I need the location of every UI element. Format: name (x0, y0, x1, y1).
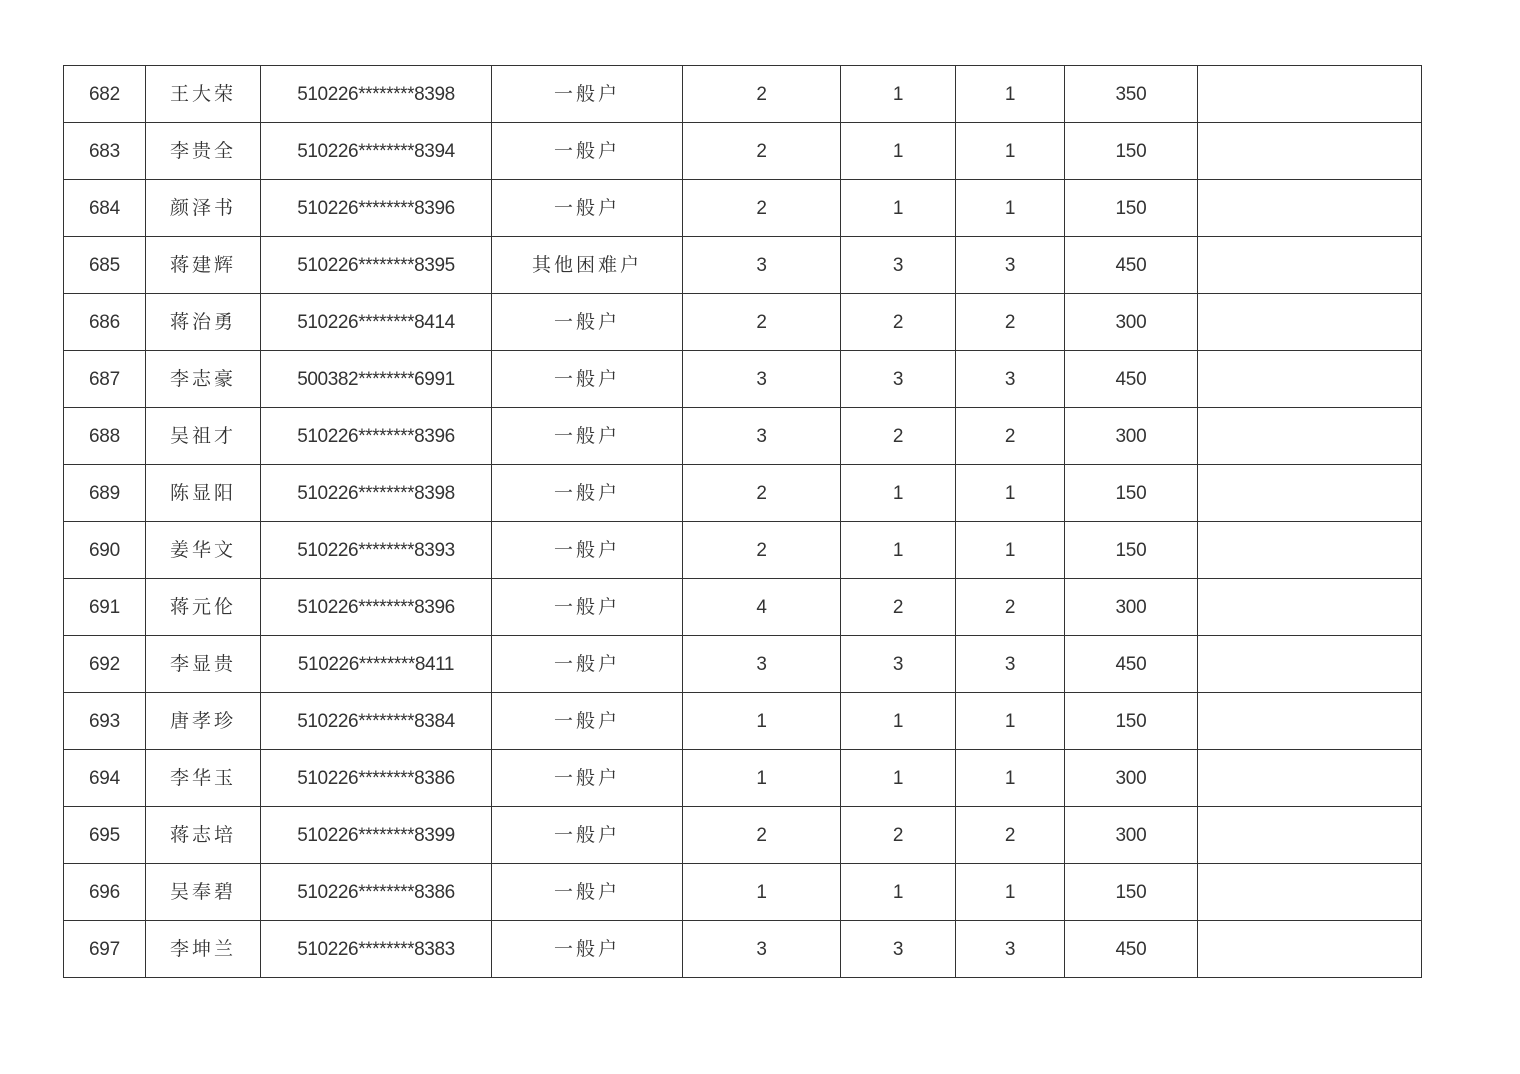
amount-cell: 150 (1065, 693, 1198, 750)
household-type-cell: 一般户 (492, 465, 683, 522)
table-row (64, 750, 1422, 807)
remarks-cell (1198, 807, 1422, 864)
table-row (64, 66, 1422, 123)
household-size-cell: 3 (683, 408, 841, 465)
household-size-cell: 2 (683, 180, 841, 237)
amount-cell: 150 (1065, 522, 1198, 579)
count-b-cell: 1 (956, 693, 1065, 750)
household-size-cell: 3 (683, 636, 841, 693)
table-row (64, 408, 1422, 465)
household-type-cell: 一般户 (492, 807, 683, 864)
table-row (64, 351, 1422, 408)
count-b-cell: 1 (956, 465, 1065, 522)
household-type-cell: 一般户 (492, 294, 683, 351)
id-number-cell: 510226********8399 (261, 807, 492, 864)
count-b-cell: 2 (956, 807, 1065, 864)
remarks-cell (1198, 123, 1422, 180)
count-b-cell: 2 (956, 294, 1065, 351)
name-cell: 李坤兰 (146, 921, 261, 978)
table-row (64, 693, 1422, 750)
count-b-cell: 2 (956, 579, 1065, 636)
amount-cell: 300 (1065, 408, 1198, 465)
name-cell: 唐孝珍 (146, 693, 261, 750)
count-a-cell: 2 (841, 408, 956, 465)
household-type-cell: 一般户 (492, 180, 683, 237)
amount-cell: 150 (1065, 465, 1198, 522)
serial-number-cell: 689 (64, 465, 146, 522)
household-type-cell: 一般户 (492, 408, 683, 465)
household-size-cell: 2 (683, 294, 841, 351)
count-b-cell: 1 (956, 750, 1065, 807)
id-number-cell: 510226********8398 (261, 66, 492, 123)
count-b-cell: 3 (956, 921, 1065, 978)
remarks-cell (1198, 351, 1422, 408)
serial-number-cell: 694 (64, 750, 146, 807)
household-size-cell: 2 (683, 807, 841, 864)
count-a-cell: 1 (841, 180, 956, 237)
id-number-cell: 510226********8395 (261, 237, 492, 294)
amount-cell: 300 (1065, 294, 1198, 351)
serial-number-cell: 687 (64, 351, 146, 408)
household-size-cell: 2 (683, 522, 841, 579)
count-a-cell: 3 (841, 351, 956, 408)
count-b-cell: 3 (956, 237, 1065, 294)
count-b-cell: 3 (956, 351, 1065, 408)
count-a-cell: 1 (841, 693, 956, 750)
amount-cell: 150 (1065, 123, 1198, 180)
household-type-cell: 一般户 (492, 921, 683, 978)
household-type-cell: 一般户 (492, 750, 683, 807)
serial-number-cell: 696 (64, 864, 146, 921)
serial-number-cell: 690 (64, 522, 146, 579)
name-cell: 陈显阳 (146, 465, 261, 522)
remarks-cell (1198, 294, 1422, 351)
count-b-cell: 1 (956, 864, 1065, 921)
remarks-cell (1198, 237, 1422, 294)
name-cell: 姜华文 (146, 522, 261, 579)
count-a-cell: 1 (841, 750, 956, 807)
name-cell: 蒋建辉 (146, 237, 261, 294)
count-a-cell: 3 (841, 636, 956, 693)
serial-number-cell: 686 (64, 294, 146, 351)
serial-number-cell: 697 (64, 921, 146, 978)
household-type-cell: 一般户 (492, 351, 683, 408)
count-a-cell: 3 (841, 921, 956, 978)
table-row (64, 921, 1422, 978)
remarks-cell (1198, 408, 1422, 465)
household-size-cell: 3 (683, 921, 841, 978)
table-row (64, 180, 1422, 237)
remarks-cell (1198, 465, 1422, 522)
count-b-cell: 1 (956, 123, 1065, 180)
remarks-cell (1198, 579, 1422, 636)
count-b-cell: 1 (956, 522, 1065, 579)
id-number-cell: 510226********8394 (261, 123, 492, 180)
table-row (64, 636, 1422, 693)
amount-cell: 300 (1065, 807, 1198, 864)
name-cell: 蒋元伦 (146, 579, 261, 636)
remarks-cell (1198, 66, 1422, 123)
table-row (64, 123, 1422, 180)
serial-number-cell: 682 (64, 66, 146, 123)
name-cell: 蒋治勇 (146, 294, 261, 351)
household-size-cell: 3 (683, 351, 841, 408)
name-cell: 吴奉碧 (146, 864, 261, 921)
household-size-cell: 2 (683, 123, 841, 180)
household-type-cell: 一般户 (492, 636, 683, 693)
count-a-cell: 2 (841, 294, 956, 351)
table-row (64, 294, 1422, 351)
household-size-cell: 2 (683, 465, 841, 522)
id-number-cell: 510226********8396 (261, 180, 492, 237)
household-size-cell: 4 (683, 579, 841, 636)
remarks-cell (1198, 522, 1422, 579)
count-a-cell: 1 (841, 66, 956, 123)
serial-number-cell: 684 (64, 180, 146, 237)
id-number-cell: 510226********8396 (261, 408, 492, 465)
id-number-cell: 510226********8414 (261, 294, 492, 351)
household-size-cell: 3 (683, 237, 841, 294)
table-row (64, 237, 1422, 294)
id-number-cell: 510226********8411 (261, 636, 492, 693)
amount-cell: 150 (1065, 180, 1198, 237)
serial-number-cell: 688 (64, 408, 146, 465)
count-b-cell: 3 (956, 636, 1065, 693)
serial-number-cell: 685 (64, 237, 146, 294)
serial-number-cell: 692 (64, 636, 146, 693)
table-row (64, 807, 1422, 864)
serial-number-cell: 683 (64, 123, 146, 180)
remarks-cell (1198, 921, 1422, 978)
household-type-cell: 一般户 (492, 522, 683, 579)
count-b-cell: 1 (956, 180, 1065, 237)
count-a-cell: 1 (841, 522, 956, 579)
household-size-cell: 2 (683, 66, 841, 123)
remarks-cell (1198, 864, 1422, 921)
name-cell: 蒋志培 (146, 807, 261, 864)
serial-number-cell: 693 (64, 693, 146, 750)
id-number-cell: 510226********8393 (261, 522, 492, 579)
remarks-cell (1198, 636, 1422, 693)
name-cell: 王大荣 (146, 66, 261, 123)
remarks-cell (1198, 750, 1422, 807)
name-cell: 李志豪 (146, 351, 261, 408)
household-type-cell: 一般户 (492, 123, 683, 180)
household-type-cell: 其他困难户 (492, 237, 683, 294)
count-b-cell: 1 (956, 66, 1065, 123)
household-type-cell: 一般户 (492, 693, 683, 750)
id-number-cell: 510226********8386 (261, 750, 492, 807)
amount-cell: 450 (1065, 636, 1198, 693)
id-number-cell: 500382********6991 (261, 351, 492, 408)
name-cell: 李贵全 (146, 123, 261, 180)
household-size-cell: 1 (683, 864, 841, 921)
table-row (64, 522, 1422, 579)
amount-cell: 300 (1065, 579, 1198, 636)
household-size-cell: 1 (683, 693, 841, 750)
amount-cell: 450 (1065, 351, 1198, 408)
table-body (64, 66, 1422, 978)
count-a-cell: 2 (841, 579, 956, 636)
id-number-cell: 510226********8396 (261, 579, 492, 636)
household-subsidy-table (63, 65, 1422, 978)
amount-cell: 300 (1065, 750, 1198, 807)
amount-cell: 450 (1065, 237, 1198, 294)
amount-cell: 150 (1065, 864, 1198, 921)
count-a-cell: 1 (841, 123, 956, 180)
id-number-cell: 510226********8383 (261, 921, 492, 978)
serial-number-cell: 695 (64, 807, 146, 864)
count-a-cell: 1 (841, 465, 956, 522)
id-number-cell: 510226********8384 (261, 693, 492, 750)
remarks-cell (1198, 693, 1422, 750)
household-type-cell: 一般户 (492, 66, 683, 123)
table-row (64, 579, 1422, 636)
household-type-cell: 一般户 (492, 579, 683, 636)
table-row (64, 465, 1422, 522)
id-number-cell: 510226********8398 (261, 465, 492, 522)
household-type-cell: 一般户 (492, 864, 683, 921)
table-row (64, 864, 1422, 921)
remarks-cell (1198, 180, 1422, 237)
amount-cell: 450 (1065, 921, 1198, 978)
count-a-cell: 2 (841, 807, 956, 864)
id-number-cell: 510226********8386 (261, 864, 492, 921)
household-size-cell: 1 (683, 750, 841, 807)
count-b-cell: 2 (956, 408, 1065, 465)
amount-cell: 350 (1065, 66, 1198, 123)
count-a-cell: 1 (841, 864, 956, 921)
name-cell: 李显贵 (146, 636, 261, 693)
count-a-cell: 3 (841, 237, 956, 294)
serial-number-cell: 691 (64, 579, 146, 636)
name-cell: 李华玉 (146, 750, 261, 807)
name-cell: 颜泽书 (146, 180, 261, 237)
name-cell: 吴祖才 (146, 408, 261, 465)
